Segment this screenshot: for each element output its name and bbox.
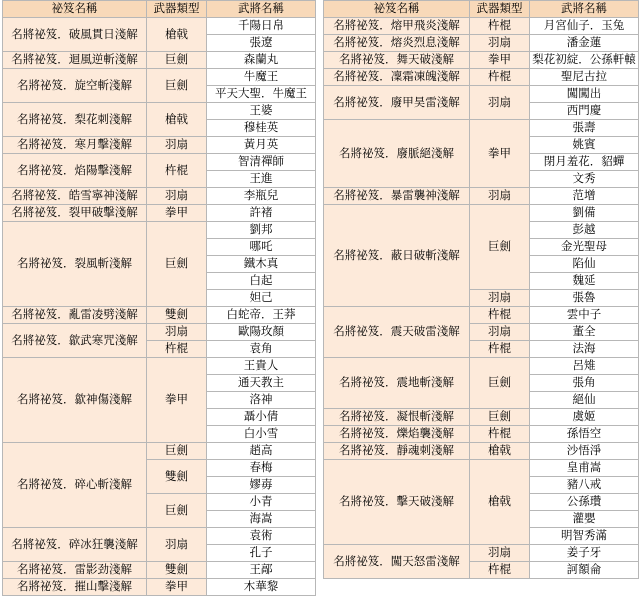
table-row bbox=[3, 18, 316, 35]
skill-name-cell: 名將祕笈．熔甲飛炎淺解 bbox=[324, 18, 470, 35]
character-name-cell: 海嵩 bbox=[207, 511, 316, 528]
weapon-type-cell: 羽扇 bbox=[147, 528, 207, 562]
character-name-cell: 姚賓 bbox=[530, 137, 639, 154]
character-name-cell: 白蛇帝．王莽 bbox=[207, 307, 316, 324]
table-row bbox=[324, 545, 639, 562]
weapon-type-cell: 羽扇 bbox=[147, 188, 207, 205]
table-row bbox=[3, 307, 316, 324]
weapon-type-cell: 拳甲 bbox=[470, 120, 530, 188]
table-row bbox=[324, 35, 639, 52]
weapon-type-cell: 羽扇 bbox=[470, 188, 530, 205]
weapon-type-cell: 拳甲 bbox=[147, 205, 207, 222]
weapon-type-cell: 羽扇 bbox=[470, 324, 530, 341]
character-name-cell: 聖尼古拉 bbox=[530, 69, 639, 86]
character-name-cell: 陷仙 bbox=[530, 256, 639, 273]
weapon-type-cell: 巨劍 bbox=[470, 205, 530, 290]
skill-name-cell: 名將祕笈．雷影劲淺解 bbox=[3, 562, 147, 579]
character-name-cell: 妲己 bbox=[207, 290, 316, 307]
weapon-type-cell: 巨劍 bbox=[147, 222, 207, 307]
skill-name-cell: 名將祕笈．焰陽擊淺解 bbox=[3, 154, 147, 188]
character-name-cell: 許褚 bbox=[207, 205, 316, 222]
character-name-cell: 皇甫嵩 bbox=[530, 460, 639, 477]
header-character-name: 武將名稱 bbox=[207, 1, 316, 18]
character-name-cell: 呂雉 bbox=[530, 358, 639, 375]
header-weapon-type: 武器類型 bbox=[470, 1, 530, 18]
character-name-cell: 訶額侖 bbox=[530, 562, 639, 579]
skill-name-cell: 名將祕笈．蔽日破斬淺解 bbox=[324, 205, 470, 307]
weapon-type-cell: 杵棍 bbox=[147, 341, 207, 358]
weapon-type-cell: 拳甲 bbox=[147, 579, 207, 596]
table-row bbox=[3, 358, 316, 375]
header-skill-name: 祕笈名稱 bbox=[3, 1, 147, 18]
table-row bbox=[3, 205, 316, 222]
weapon-type-cell: 拳甲 bbox=[147, 358, 207, 443]
character-name-cell: 穆桂英 bbox=[207, 120, 316, 137]
character-name-cell: 孔子 bbox=[207, 545, 316, 562]
character-name-cell: 袁術 bbox=[207, 528, 316, 545]
character-name-cell: 王進 bbox=[207, 171, 316, 188]
table-row bbox=[324, 307, 639, 324]
weapon-type-cell: 巨劍 bbox=[147, 443, 207, 460]
character-name-cell: 月宮仙子．玉兔 bbox=[530, 18, 639, 35]
table-row bbox=[3, 137, 316, 154]
weapon-type-cell: 羽扇 bbox=[147, 324, 207, 341]
weapon-type-cell: 羽扇 bbox=[147, 137, 207, 154]
table-row bbox=[324, 409, 639, 426]
table-row bbox=[3, 579, 316, 596]
character-name-cell: 絕仙 bbox=[530, 392, 639, 409]
character-name-cell: 董全 bbox=[530, 324, 639, 341]
skill-name-cell: 名將祕笈．碎冰狂襲淺解 bbox=[3, 528, 147, 562]
skill-name-cell: 名將祕笈．亂雷凌劈淺解 bbox=[3, 307, 147, 324]
character-name-cell: 通天教主 bbox=[207, 375, 316, 392]
weapon-type-cell: 槍戟 bbox=[470, 460, 530, 545]
weapon-type-cell: 杵棍 bbox=[470, 426, 530, 443]
character-name-cell: 嫪毐 bbox=[207, 477, 316, 494]
table-row bbox=[324, 120, 639, 137]
table-row bbox=[3, 103, 316, 120]
character-name-cell: 公孫瓚 bbox=[530, 494, 639, 511]
character-name-cell: 張魯 bbox=[530, 290, 639, 307]
skill-name-cell: 名將祕笈．裂甲破擊淺解 bbox=[3, 205, 147, 222]
weapon-type-cell: 巨劍 bbox=[147, 494, 207, 528]
character-name-cell: 張角 bbox=[530, 375, 639, 392]
character-name-cell: 閉月羞花．貂蟬 bbox=[530, 154, 639, 171]
weapon-type-cell: 杵棍 bbox=[470, 307, 530, 324]
weapon-type-cell: 杵棍 bbox=[470, 18, 530, 35]
character-name-cell: 李瓶兒 bbox=[207, 188, 316, 205]
character-name-cell: 灌嬰 bbox=[530, 511, 639, 528]
weapon-type-cell: 巨劍 bbox=[470, 358, 530, 409]
weapon-type-cell: 雙劍 bbox=[147, 460, 207, 494]
skill-table-left bbox=[2, 0, 316, 596]
skill-name-cell: 名將祕笈．舞天破淺解 bbox=[324, 52, 470, 69]
table-row bbox=[324, 52, 639, 69]
character-name-cell: 牛魔王 bbox=[207, 69, 316, 86]
skill-name-cell: 名將祕笈．凜霜凍魄淺解 bbox=[324, 69, 470, 86]
character-name-cell: 森蘭丸 bbox=[207, 52, 316, 69]
table-row bbox=[3, 69, 316, 86]
skill-name-cell: 名將祕笈．靜魂刺淺解 bbox=[324, 443, 470, 460]
character-name-cell: 王鄗 bbox=[207, 562, 316, 579]
character-name-cell: 平天大聖．牛魔王 bbox=[207, 86, 316, 103]
weapon-type-cell: 槍戟 bbox=[147, 18, 207, 52]
table-row bbox=[3, 562, 316, 579]
skill-name-cell: 名將祕笈．碎心斬淺解 bbox=[3, 443, 147, 528]
character-name-cell: 范增 bbox=[530, 188, 639, 205]
table-row bbox=[324, 188, 639, 205]
weapon-type-cell: 槍戟 bbox=[470, 443, 530, 460]
table-row bbox=[3, 324, 316, 341]
weapon-type-cell: 羽扇 bbox=[470, 545, 530, 562]
character-name-cell: 張壽 bbox=[530, 120, 639, 137]
character-name-cell: 張遼 bbox=[207, 35, 316, 52]
character-name-cell: 闖闖出 bbox=[530, 86, 639, 103]
header-row bbox=[3, 1, 316, 18]
header-character-name: 武將名稱 bbox=[530, 1, 639, 18]
character-name-cell: 白起 bbox=[207, 273, 316, 290]
character-name-cell: 豬八戒 bbox=[530, 477, 639, 494]
skill-name-cell: 名將祕笈．摧山擊淺解 bbox=[3, 579, 147, 596]
weapon-type-cell: 槍戟 bbox=[147, 103, 207, 137]
skill-name-cell: 名將祕笈．廢脈絕淺解 bbox=[324, 120, 470, 188]
character-name-cell: 虞姬 bbox=[530, 409, 639, 426]
skill-name-cell: 名將祕笈．震地斬淺解 bbox=[324, 358, 470, 409]
skill-name-cell: 名將祕笈．擊天破淺解 bbox=[324, 460, 470, 545]
weapon-type-cell: 杵棍 bbox=[470, 69, 530, 86]
character-name-cell: 歐陽玫顏 bbox=[207, 324, 316, 341]
character-name-cell: 王婆 bbox=[207, 103, 316, 120]
weapon-type-cell: 杵棍 bbox=[470, 562, 530, 579]
header-row bbox=[324, 1, 639, 18]
character-name-cell: 梨花初綻．公孫軒轅 bbox=[530, 52, 639, 69]
character-name-cell: 西門慶 bbox=[530, 103, 639, 120]
table-row bbox=[324, 18, 639, 35]
skill-name-cell: 名將祕笈．梨花刺淺解 bbox=[3, 103, 147, 137]
character-name-cell: 哪吒 bbox=[207, 239, 316, 256]
table-row bbox=[324, 426, 639, 443]
character-name-cell: 鐵木真 bbox=[207, 256, 316, 273]
character-name-cell: 沙悟淨 bbox=[530, 443, 639, 460]
character-name-cell: 雲中子 bbox=[530, 307, 639, 324]
character-name-cell: 聶小倩 bbox=[207, 409, 316, 426]
character-name-cell: 法海 bbox=[530, 341, 639, 358]
character-name-cell: 潘金蓮 bbox=[530, 35, 639, 52]
character-name-cell: 孫悟空 bbox=[530, 426, 639, 443]
weapon-type-cell: 巨劍 bbox=[147, 69, 207, 103]
skill-name-cell: 名將祕笈．寒月擊淺解 bbox=[3, 137, 147, 154]
skill-name-cell: 名將祕笈．爍焰襲淺解 bbox=[324, 426, 470, 443]
character-name-cell: 智清禪師 bbox=[207, 154, 316, 171]
character-name-cell: 千陽日帛 bbox=[207, 18, 316, 35]
skill-table-right bbox=[323, 0, 639, 579]
weapon-type-cell: 杵棍 bbox=[470, 341, 530, 358]
table-row bbox=[3, 222, 316, 239]
weapon-type-cell: 雙劍 bbox=[147, 307, 207, 324]
character-name-cell: 洛神 bbox=[207, 392, 316, 409]
header-weapon-type: 武器類型 bbox=[147, 1, 207, 18]
character-name-cell: 文秀 bbox=[530, 171, 639, 188]
skill-name-cell: 名將祕笈．廢甲昊雷淺解 bbox=[324, 86, 470, 120]
weapon-type-cell: 雙劍 bbox=[147, 562, 207, 579]
skill-name-cell: 名將祕笈．皓雪寧神淺解 bbox=[3, 188, 147, 205]
skill-name-cell: 名將祕笈．歙神傷淺解 bbox=[3, 358, 147, 443]
skill-name-cell: 名將祕笈．闖天怒雷淺解 bbox=[324, 545, 470, 579]
table-row bbox=[324, 86, 639, 103]
table-row bbox=[324, 460, 639, 477]
skill-name-cell: 名將祕笈．震天破雷淺解 bbox=[324, 307, 470, 358]
table-row bbox=[3, 443, 316, 460]
weapon-type-cell: 拳甲 bbox=[470, 52, 530, 69]
character-name-cell: 彭越 bbox=[530, 222, 639, 239]
skill-name-cell: 名將祕笈．熔炎烈息淺解 bbox=[324, 35, 470, 52]
skill-name-cell: 名將祕笈．歙武寒咒淺解 bbox=[3, 324, 147, 358]
character-name-cell: 木華黎 bbox=[207, 579, 316, 596]
character-name-cell: 白小雪 bbox=[207, 426, 316, 443]
character-name-cell: 姜子牙 bbox=[530, 545, 639, 562]
table-row bbox=[324, 358, 639, 375]
table-row bbox=[324, 205, 639, 222]
header-skill-name: 祕笈名稱 bbox=[324, 1, 470, 18]
table-row bbox=[3, 188, 316, 205]
character-name-cell: 黃月英 bbox=[207, 137, 316, 154]
weapon-type-cell: 杵棍 bbox=[147, 154, 207, 188]
table-row bbox=[324, 443, 639, 460]
skill-name-cell: 名將祕笈．迴風逆斬淺解 bbox=[3, 52, 147, 69]
table-row bbox=[3, 52, 316, 69]
character-name-cell: 袁角 bbox=[207, 341, 316, 358]
weapon-type-cell: 羽扇 bbox=[470, 290, 530, 307]
table-row bbox=[324, 69, 639, 86]
character-name-cell: 金光聖母 bbox=[530, 239, 639, 256]
weapon-type-cell: 巨劍 bbox=[147, 52, 207, 69]
skill-name-cell: 名將祕笈．暴雷襲神淺解 bbox=[324, 188, 470, 205]
character-name-cell: 劉邦 bbox=[207, 222, 316, 239]
character-name-cell: 魏延 bbox=[530, 273, 639, 290]
character-name-cell: 明智秀滿 bbox=[530, 528, 639, 545]
weapon-type-cell: 巨劍 bbox=[470, 409, 530, 426]
character-name-cell: 小青 bbox=[207, 494, 316, 511]
weapon-type-cell: 羽扇 bbox=[470, 86, 530, 120]
table-row bbox=[3, 154, 316, 171]
character-name-cell: 劉備 bbox=[530, 205, 639, 222]
character-name-cell: 春梅 bbox=[207, 460, 316, 477]
skill-name-cell: 名將祕笈．裂風斬淺解 bbox=[3, 222, 147, 307]
skill-name-cell: 名將祕笈．旋空斬淺解 bbox=[3, 69, 147, 103]
character-name-cell: 王貴人 bbox=[207, 358, 316, 375]
weapon-type-cell: 羽扇 bbox=[470, 35, 530, 52]
character-name-cell: 趙高 bbox=[207, 443, 316, 460]
skill-name-cell: 名將祕笈．破風貫日淺解 bbox=[3, 18, 147, 52]
table-row bbox=[3, 528, 316, 545]
skill-name-cell: 名將祕笈．凝恨斬淺解 bbox=[324, 409, 470, 426]
